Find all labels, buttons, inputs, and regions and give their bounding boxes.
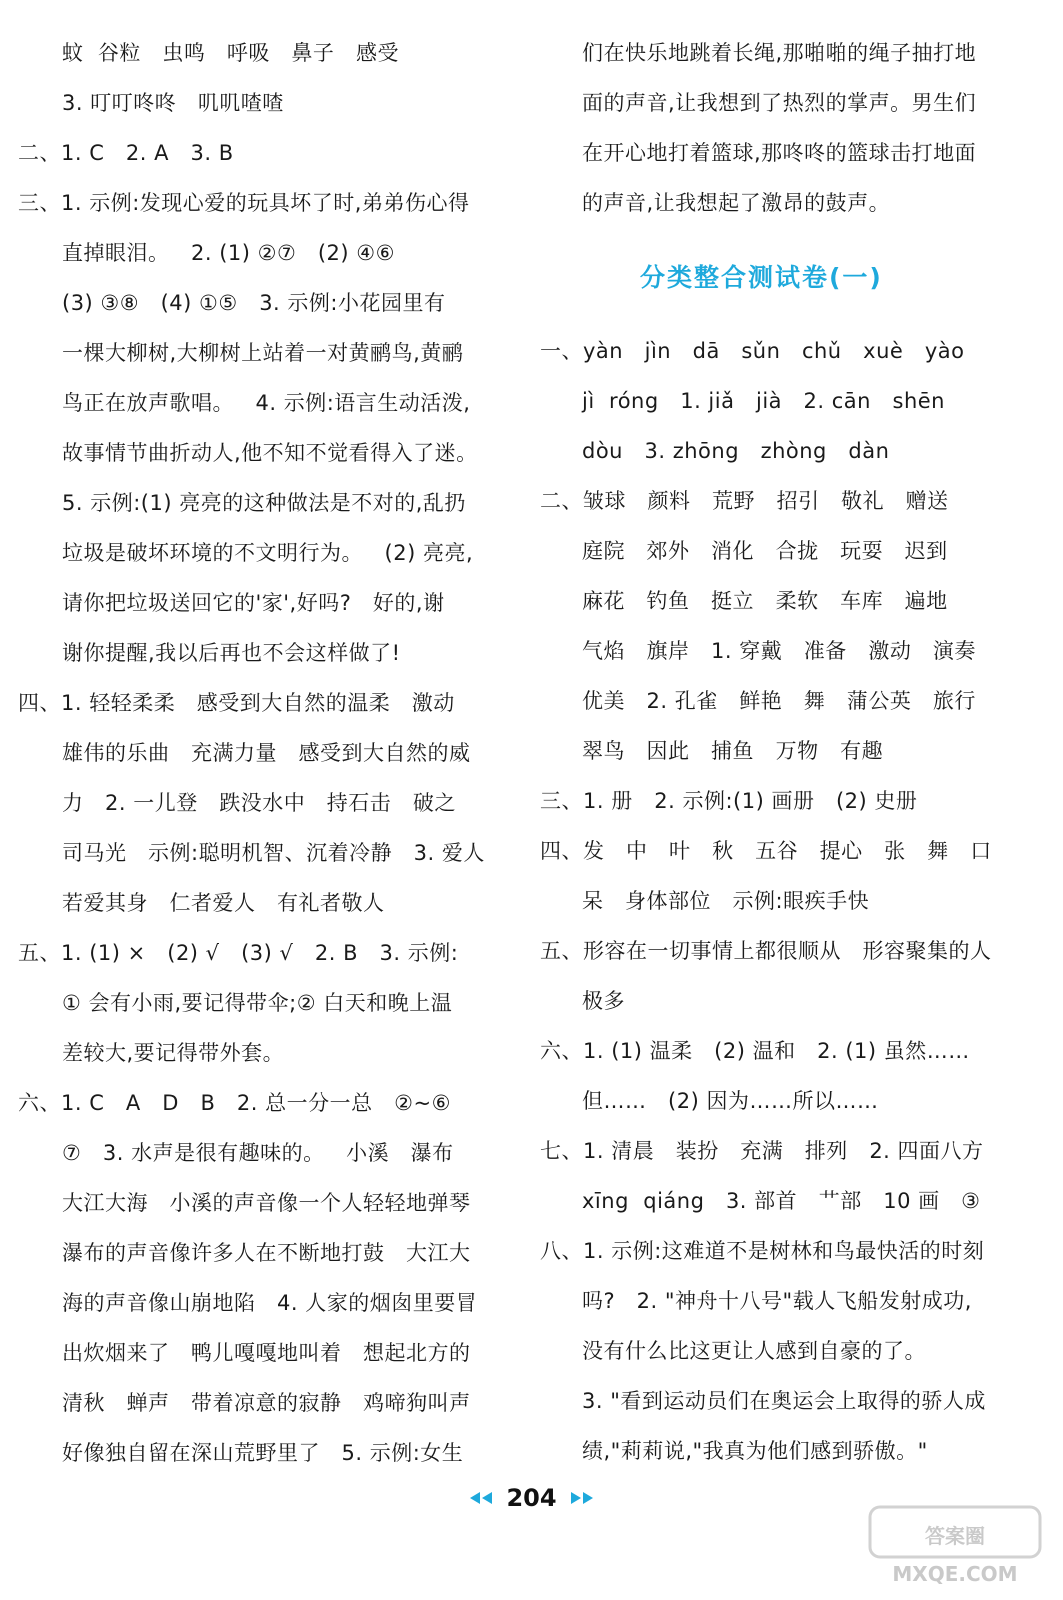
answer-line: 出炊烟来了 鸭儿嘎嘎地叫着 想起北方的 <box>62 1341 471 1365</box>
answer-line: 差较大,要记得带外套。 <box>62 1041 285 1065</box>
answer-line: 气焰 旗岸 1. 穿戴 准备 激动 演奏 <box>582 639 976 663</box>
answer-line: ⑦ 3. 水声是很有趣味的。 小溪 瀑布 <box>62 1141 454 1165</box>
answer-line: 五、形容在一切事情上都很顺从 形容聚集的人 <box>540 939 992 963</box>
answer-line: 但…… (2) 因为……所以…… <box>582 1089 879 1113</box>
answer-line: 3. "看到运动员们在奥运会上取得的骄人成 <box>582 1389 986 1413</box>
answer-line: 5. 示例:(1) 亮亮的这种做法是不对的,乱扔 <box>62 491 466 515</box>
answer-line: 庭院 郊外 消化 合拢 玩耍 迟到 <box>582 539 948 563</box>
answer-line: 3. 叮叮咚咚 叽叽喳喳 <box>62 91 284 115</box>
answer-line: 吗? 2. "神舟十八号"载人飞船发射成功, <box>582 1289 972 1313</box>
answer-line: 八、1. 示例:这难道不是树林和鸟最快活的时刻 <box>540 1239 985 1263</box>
answer-line: 垃圾是破坏环境的不文明行为。 (2) 亮亮, <box>62 541 474 565</box>
answer-line: xīng qiáng 3. 部首 艹部 10 画 ③ <box>582 1189 981 1213</box>
answer-line: 一、yàn jìn dā sǔn chǔ xuè yào <box>540 339 965 363</box>
next-arrows-icon <box>570 1488 594 1507</box>
answer-line: (3) ③⑧ (4) ①⑤ 3. 示例:小花园里有 <box>62 291 446 315</box>
answer-line: 优美 2. 孔雀 鲜艳 舞 蒲公英 旅行 <box>582 689 976 713</box>
answer-line: 雄伟的乐曲 充满力量 感受到大自然的威 <box>62 741 471 765</box>
answer-line: 三、1. 册 2. 示例:(1) 画册 (2) 史册 <box>540 789 918 813</box>
answer-line: 极多 <box>582 989 625 1013</box>
answer-line: 二、1. C 2. A 3. B <box>18 141 234 165</box>
answer-line: 瀑布的声音像许多人在不断地打鼓 大江大 <box>62 1241 471 1265</box>
answer-line: 四、发 中 叶 秋 五谷 提心 张 舞 口 <box>540 839 992 863</box>
answer-line: 直掉眼泪。 2. (1) ②⑦ (2) ④⑥ <box>62 241 395 265</box>
answer-line: 呆 身体部位 示例:眼疾手快 <box>582 889 870 913</box>
answer-line: 六、1. C A D B 2. 总一分一总 ②~⑥ <box>18 1091 451 1115</box>
answer-line: 五、1. (1) × (2) √ (3) √ 2. B 3. 示例: <box>18 941 459 965</box>
answer-line: 绩,"莉莉说,"我真为他们感到骄傲。" <box>582 1439 928 1463</box>
watermark-logo <box>860 1505 1050 1590</box>
answer-line: dòu 3. zhōng zhòng dàn <box>582 439 890 463</box>
answer-line: jì róng 1. jiǎ jià 2. cān shēn <box>582 389 945 413</box>
answer-line: 在开心地打着篮球,那咚咚的篮球击打地面 <box>582 141 977 165</box>
section-title: 分类整合测试卷(一) <box>640 263 883 292</box>
watermark-icon <box>860 1505 1050 1590</box>
answer-line: 三、1. 示例:发现心爱的玩具坏了时,弟弟伤心得 <box>18 191 470 215</box>
answer-line: ① 会有小雨,要记得带伞;② 白天和晚上温 <box>62 991 453 1015</box>
answer-line: 一棵大柳树,大柳树上站着一对黄鹂鸟,黄鹂 <box>62 341 464 365</box>
answer-line: 麻花 钓鱼 挺立 柔软 车库 遍地 <box>582 589 948 613</box>
answer-line: 清秋 蝉声 带着凉意的寂静 鸡啼狗叫声 <box>62 1391 471 1415</box>
answer-line: 海的声音像山崩地陷 4. 人家的烟囱里要冒 <box>62 1291 478 1315</box>
answer-line: 面的声音,让我想到了热烈的掌声。男生们 <box>582 91 977 115</box>
answer-line: 没有什么比这更让人感到自豪的了。 <box>582 1339 926 1363</box>
answer-line: 六、1. (1) 温柔 (2) 温和 2. (1) 虽然…… <box>540 1039 970 1063</box>
answer-line: 好像独自留在深山荒野里了 5. 示例:女生 <box>62 1441 464 1465</box>
answer-line: 翠鸟 因此 捕鱼 万物 有趣 <box>582 739 884 763</box>
page-number: 204 <box>506 1484 557 1512</box>
answer-line: 七、1. 清晨 装扮 充满 排列 2. 四面八方 <box>540 1139 984 1163</box>
answer-line: 谢你提醒,我以后再也不会这样做了! <box>62 641 401 665</box>
answer-line: 们在快乐地跳着长绳,那啪啪的绳子抽打地 <box>582 41 977 65</box>
prev-arrows-icon <box>469 1488 493 1507</box>
answer-line: 蚊 谷粒 虫鸣 呼吸 鼻子 感受 <box>62 41 399 65</box>
answer-line: 司马光 示例:聪明机智、沉着冷静 3. 爱人 <box>62 841 485 865</box>
answer-line: 力 2. 一儿登 跌没水中 持石击 破之 <box>62 791 456 815</box>
answer-line: 请你把垃圾送回它的'家',好吗? 好的,谢 <box>62 591 445 615</box>
answer-line: 四、1. 轻轻柔柔 感受到大自然的温柔 激动 <box>18 691 455 715</box>
watermark-url: MXQE.COM <box>892 1562 1018 1586</box>
answer-line: 二、皱球 颜料 荒野 招引 敬礼 赠送 <box>540 489 949 513</box>
answer-line: 鸟正在放声歌唱。 4. 示例:语言生动活泼, <box>62 391 471 415</box>
answer-line: 若爱其身 仁者爱人 有礼者敬人 <box>62 891 385 915</box>
answer-line: 大江大海 小溪的声音像一个人轻轻地弹琴 <box>62 1191 471 1215</box>
answer-line: 的声音,让我想起了激昂的鼓声。 <box>582 191 891 215</box>
answer-line: 故事情节曲折动人,他不知不觉看得入了迷。 <box>62 441 478 465</box>
watermark-logo-text: 答案圈 <box>925 1524 985 1548</box>
